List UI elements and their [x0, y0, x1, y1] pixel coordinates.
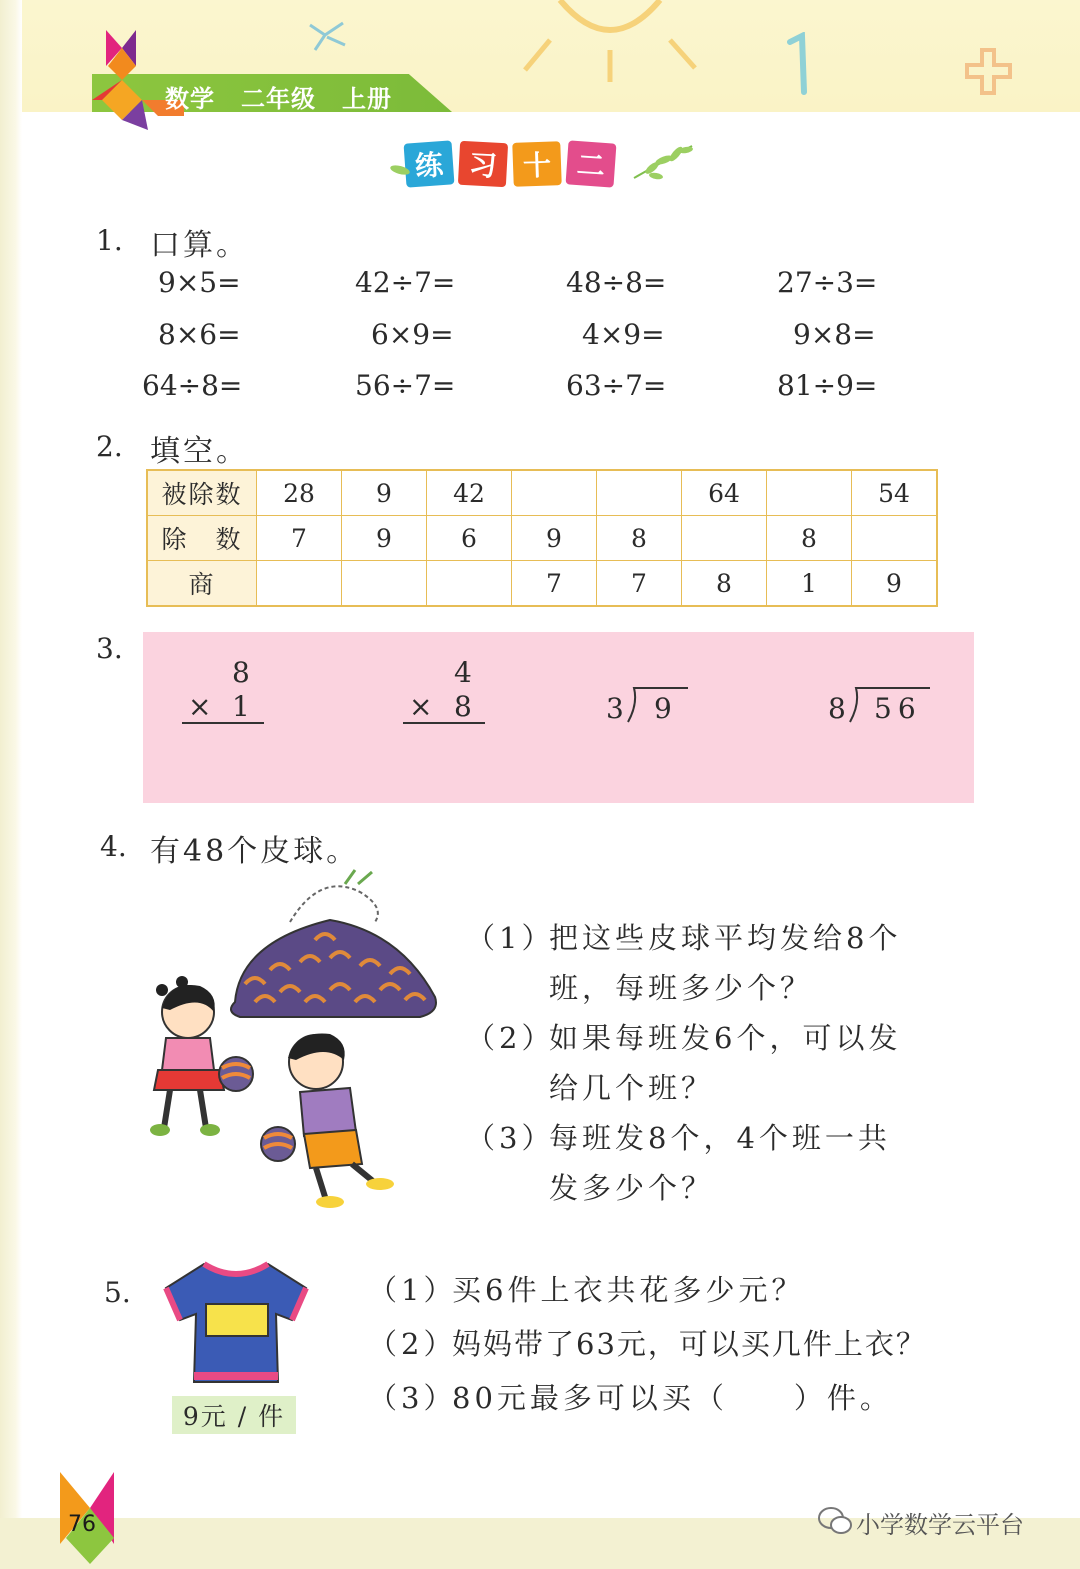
book-header: [165, 79, 418, 114]
q3-number: 3.: [96, 632, 123, 665]
header-subject: 数学: [165, 85, 215, 113]
calc-item: 6×9=: [371, 318, 454, 351]
table-cell: 9: [512, 516, 597, 561]
table-cell: [767, 470, 852, 516]
calc-item: 63÷7=: [566, 369, 667, 402]
row-header-quotient: 商: [147, 561, 257, 607]
table-cell: 8: [767, 516, 852, 561]
calc-item: 42÷7=: [355, 266, 456, 299]
q5-sub3-text: 80元最多可以买（ ）件。: [452, 1381, 893, 1415]
table-cell: 6: [427, 516, 512, 561]
wechat-logo-icon: [818, 1506, 852, 1536]
q4-number: 4.: [100, 830, 127, 863]
calc-item: 27÷3=: [777, 266, 878, 299]
plus-doodle-icon: [962, 45, 1017, 100]
row-header-dividend: 被除数: [147, 470, 257, 516]
header-volume: 上册: [342, 85, 392, 113]
calc-item: 56÷7=: [355, 369, 456, 402]
calc-item: 4×9=: [582, 318, 665, 351]
tshirt-icon: [160, 1258, 312, 1390]
q2-text: 填空。: [150, 434, 249, 469]
table-cell: 1: [767, 561, 852, 607]
page-number: 76: [68, 1512, 96, 1537]
price-tag: 9元 / 件: [172, 1396, 296, 1434]
title-char-3: 十: [512, 141, 562, 187]
page-title: [405, 142, 615, 186]
q4-sub3-line2: 发多少个？: [549, 1171, 715, 1205]
table-row: [147, 561, 937, 607]
page-spine-strip: [0, 0, 22, 1569]
q4-sub1-line1: 把这些皮球平均发给8个: [549, 921, 902, 955]
table-cell: [512, 470, 597, 516]
division-table: [146, 469, 938, 607]
div2-dividend: 56: [874, 692, 922, 725]
q5-sub1-text: 买6件上衣共花多少元？: [452, 1273, 805, 1307]
table-cell: [597, 470, 682, 516]
table-cell: 54: [852, 470, 938, 516]
title-char-4: 二: [566, 140, 617, 187]
table-cell: 9: [342, 470, 427, 516]
table-cell: [427, 561, 512, 607]
calc-item: 48÷8=: [566, 266, 667, 299]
mult1-op: ×: [188, 690, 212, 723]
mult1-top: 8: [232, 656, 250, 689]
star-doodle-icon: [305, 15, 350, 55]
calc-item: 64÷8=: [142, 369, 243, 402]
table-cell: 7: [257, 516, 342, 561]
table-cell: 28: [257, 470, 342, 516]
table-cell: 8: [682, 561, 767, 607]
q5-sub2-text: 妈妈带了63元，可以买几件上衣？: [452, 1327, 927, 1361]
q4-sub1-label: （1）: [466, 921, 555, 955]
q5-sub3-label: （3）: [368, 1381, 457, 1415]
title-char-2: 习: [458, 141, 508, 187]
table-cell: 8: [597, 516, 682, 561]
q2-number: 2.: [96, 430, 123, 463]
title-char-1: 练: [404, 140, 455, 187]
mult1-rule: [182, 722, 264, 724]
mult2-top: 4: [454, 656, 472, 689]
table-cell: [682, 516, 767, 561]
q4-sub3-line1: 每班发8个，4个班一共: [549, 1121, 891, 1155]
q4-sub2-line2: 给几个班？: [549, 1071, 715, 1105]
leaf-sprig-icon: [632, 142, 694, 184]
calc-item: 81÷9=: [777, 369, 878, 402]
table-cell: 9: [852, 561, 938, 607]
q1-number: 1.: [96, 224, 123, 257]
row-header-divisor: 除 数: [147, 516, 257, 561]
table-cell: [257, 561, 342, 607]
mult2-op: ×: [409, 690, 433, 723]
ball-pile-illustration: [130, 862, 450, 1212]
table-cell: 42: [427, 470, 512, 516]
q4-sub3-label: （3）: [466, 1121, 555, 1155]
table-row: [147, 516, 937, 561]
table-cell: 7: [512, 561, 597, 607]
q4-sub1-line2: 班，每班多少个？: [549, 971, 814, 1005]
number-one-doodle-icon: [780, 32, 820, 97]
q1-text: 口算。: [150, 228, 249, 263]
calc-item: 8×6=: [158, 318, 241, 351]
mult2-rule: [403, 722, 485, 724]
div1-dividend: 9: [654, 692, 672, 725]
mult2-bottom: 8: [454, 690, 472, 723]
table-cell: [342, 561, 427, 607]
mult1-bottom: 1: [232, 690, 250, 723]
q4-sub2-line1: 如果每班发6个，可以发: [549, 1021, 902, 1055]
leaf-sprig-left-icon: [388, 160, 418, 180]
div2-divisor: 8: [828, 692, 846, 725]
calc-item: 9×8=: [793, 318, 876, 351]
table-cell: 9: [342, 516, 427, 561]
watermark-text: 小学数学云平台: [856, 1511, 1024, 1539]
q5-sub2-label: （2）: [368, 1327, 457, 1361]
calc-item: 9×5=: [158, 266, 241, 299]
q5-sub1-label: （1）: [368, 1273, 457, 1307]
table-cell: 64: [682, 470, 767, 516]
table-cell: [852, 516, 938, 561]
table-row: [147, 470, 937, 516]
sun-doodle-icon: [520, 0, 700, 85]
header-grade: 二年级: [241, 85, 316, 113]
table-cell: 7: [597, 561, 682, 607]
q4-sub2-label: （2）: [466, 1021, 555, 1055]
div1-divisor: 3: [606, 692, 624, 725]
q4-text: 有48个皮球。: [150, 834, 360, 869]
q5-number: 5.: [104, 1276, 131, 1309]
